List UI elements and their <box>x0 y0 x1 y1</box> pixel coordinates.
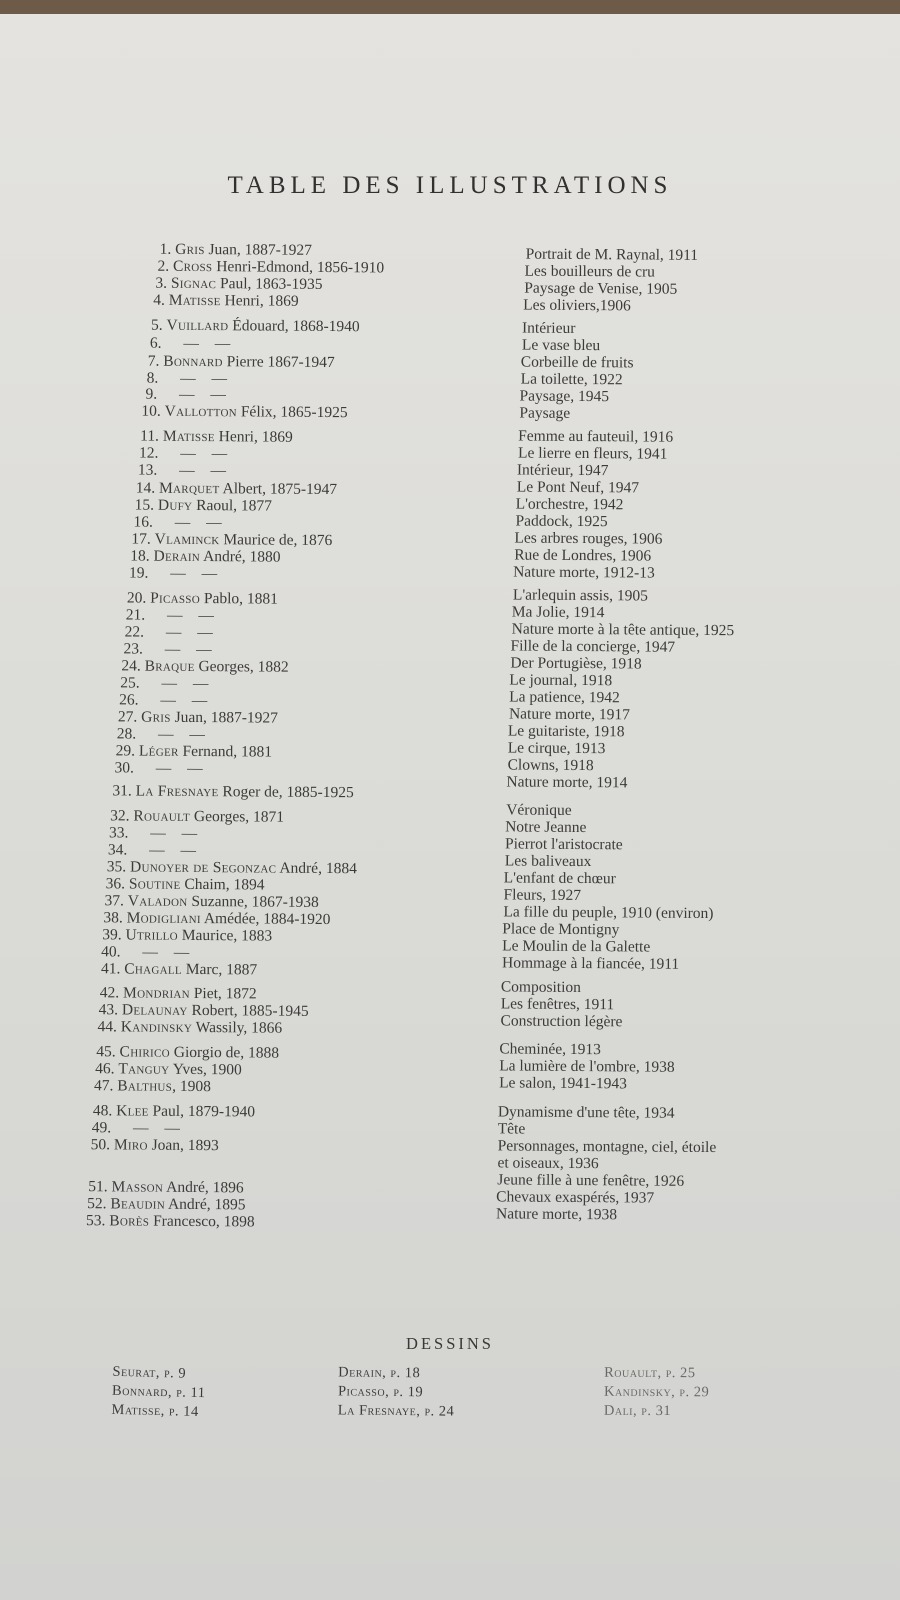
artwork-title: Véronique <box>506 801 572 819</box>
artist-details: Amédée, 1884-1920 <box>200 910 331 929</box>
illustration-entry <box>153 291 299 311</box>
artist-details: Albert, 1875-1947 <box>219 480 338 499</box>
ditto-marks: — — <box>180 444 234 463</box>
artwork-title: Nature morte, 1938 <box>496 1205 618 1224</box>
ditto-marks: — — <box>161 674 215 693</box>
artwork-title: Le guitariste, 1918 <box>507 722 625 741</box>
artwork-title: La patience, 1942 <box>509 688 620 707</box>
artist-name: Bonnard <box>163 352 223 371</box>
artist-name: Beaudin <box>110 1195 166 1213</box>
artist-details: Pierre 1867-1947 <box>222 353 335 372</box>
artwork-title: Chevaux exaspérés, 1937 <box>496 1188 655 1207</box>
artwork-title: Der Portugièse, 1918 <box>510 654 642 673</box>
illustration-number: 18. <box>130 547 154 565</box>
illustration-number: 48. <box>92 1102 117 1120</box>
artist-details: Georges, 1871 <box>190 807 285 826</box>
illustration-number: 43. <box>98 1001 122 1019</box>
artwork-title: Place de Montigny <box>502 920 620 939</box>
illustration-number: 26. <box>119 691 143 709</box>
illustration-number: 40. <box>101 943 125 961</box>
ditto-marks: — — <box>174 513 228 532</box>
artwork-title: Tête <box>497 1120 526 1138</box>
artist-details: Henri, 1869 <box>214 428 293 446</box>
artist-details: Paul, 1879-1940 <box>148 1102 256 1121</box>
artwork-title: Fleurs, 1927 <box>503 886 582 905</box>
illustration-number: 30. <box>114 759 138 777</box>
illustration-entry <box>150 334 237 354</box>
illustration-number: 13. <box>137 461 162 479</box>
artist-name: La Fresnaye <box>135 782 219 801</box>
artist-name: Marquet <box>158 479 220 498</box>
artwork-title: Nature morte, 1912-13 <box>513 563 655 582</box>
artwork-title: Les fenêtres, 1911 <box>500 995 615 1014</box>
illustration-number: 8. <box>146 369 163 387</box>
dessins-entry: Matisse, p. 14 <box>111 1401 199 1421</box>
illustration-number: 41. <box>100 960 125 978</box>
illustration-number: 31. <box>112 782 136 800</box>
illustration-number: 14. <box>135 479 160 497</box>
artwork-title: Nature morte, 1917 <box>508 705 631 724</box>
artist-name: Gris <box>175 240 205 259</box>
illustration-number: 35. <box>106 858 131 876</box>
artwork-title: Femme au fauteuil, 1916 <box>518 427 674 446</box>
artwork-title: Les baliveaux <box>504 852 592 871</box>
illustration-number: 37. <box>104 892 128 910</box>
illustration-number: 27. <box>117 708 142 726</box>
artist-details: Juan, 1887-1927 <box>170 708 278 727</box>
artwork-title: Les arbres rouges, 1906 <box>514 529 663 548</box>
illustration-number: 24. <box>121 657 145 675</box>
artist-name: Chirico <box>119 1043 170 1061</box>
artist-name: Valadon <box>127 892 188 910</box>
illustration-number: 4. <box>153 291 169 309</box>
illustration-number: 51. <box>88 1178 112 1196</box>
artwork-title: Paysage de Venise, 1905 <box>524 279 678 298</box>
illustration-number: 39. <box>102 926 126 944</box>
illustration-number: 23. <box>123 640 147 658</box>
artist-name: Rouault <box>133 807 191 825</box>
artwork-title: Le Pont Neuf, 1947 <box>516 478 640 497</box>
illustration-number: 9. <box>145 385 162 403</box>
artwork-title: Composition <box>500 978 582 997</box>
illustration-number: 12. <box>138 444 163 462</box>
illustration-entry <box>94 1076 211 1096</box>
artist-name: Matisse <box>162 427 215 446</box>
artwork-title: Paddock, 1925 <box>515 512 608 531</box>
artwork-title: Paysage, 1945 <box>519 387 610 406</box>
artist-name: Borès <box>109 1212 150 1230</box>
ditto-marks: — — <box>149 841 203 860</box>
ditto-marks: — — <box>158 725 212 744</box>
artist-details: Félix, 1865-1925 <box>236 403 348 422</box>
illustration-number: 3. <box>155 274 171 292</box>
illustration-number: 10. <box>141 402 165 420</box>
artwork-title: Dynamisme d'une tête, 1934 <box>497 1103 675 1122</box>
illustration-number: 6. <box>149 334 166 352</box>
artist-details: Paul, 1863-1935 <box>216 275 323 293</box>
illustration-entry <box>114 758 208 778</box>
artist-details: Francesco, 1898 <box>149 1212 255 1231</box>
artwork-title: La lumière de l'ombre, 1938 <box>499 1057 675 1076</box>
illustration-number: 34. <box>107 841 132 859</box>
artist-name: Matisse <box>168 291 221 310</box>
dessins-entry: Seurat, p. 9 <box>112 1363 187 1382</box>
artwork-title: Les oliviers,1906 <box>523 296 631 315</box>
artwork-title: Personnages, montagne, ciel, étoile <box>497 1137 717 1157</box>
ditto-marks: — — <box>142 943 196 962</box>
ditto-marks: — — <box>166 606 220 625</box>
artist-details: Maurice de, 1876 <box>219 531 333 550</box>
artist-details: Henri, 1869 <box>220 292 299 310</box>
illustration-number: 17. <box>131 530 155 548</box>
ditto-marks: — — <box>179 461 233 480</box>
artist-name: Vuillard <box>166 316 229 335</box>
artist-name: Cross <box>172 257 213 276</box>
artwork-title: La fille du peuple, 1910 (environ) <box>503 903 714 923</box>
ditto-marks: — — <box>165 623 219 642</box>
artwork-title: Le cirque, 1913 <box>507 739 606 758</box>
illustration-number: 2. <box>157 257 174 275</box>
illustration-entry <box>129 563 223 583</box>
ditto-marks: — — <box>164 640 218 659</box>
artist-name: Gris <box>141 708 171 726</box>
artwork-title: Clowns, 1918 <box>507 756 594 775</box>
artist-name: Soutine <box>128 875 181 893</box>
artist-details: Piet, 1872 <box>189 984 257 1003</box>
illustration-entry <box>101 959 257 979</box>
artist-details: Juan, 1887-1927 <box>204 241 312 259</box>
artwork-title: Les bouilleurs de cru <box>524 262 655 281</box>
illustration-number: 52. <box>87 1195 111 1213</box>
artwork-title: Fille de la concierge, 1947 <box>510 637 676 656</box>
artist-name: Kandinsky <box>120 1018 193 1036</box>
dessins-title: DESSINS <box>406 1334 494 1353</box>
artist-name: Klee <box>116 1102 149 1120</box>
dessins-entry: Derain, p. 18 <box>338 1364 421 1382</box>
artwork-title: Rue de Londres, 1906 <box>514 546 652 565</box>
ditto-marks: — — <box>178 385 232 404</box>
illustration-entry <box>112 781 354 802</box>
artist-name: Braque <box>144 657 195 675</box>
illustration-number: 15. <box>134 496 158 514</box>
artwork-title: Le lierre en fleurs, 1941 <box>517 444 668 463</box>
artist-name: Vlaminck <box>154 530 220 549</box>
illustration-number: 7. <box>147 352 164 370</box>
artwork-title: Intérieur <box>521 319 576 337</box>
illustration-number: 47. <box>94 1077 118 1095</box>
artist-details: Giorgio de, 1888 <box>169 1043 280 1062</box>
artwork-title: L'arlequin assis, 1905 <box>512 586 648 605</box>
artist-details: André, 1884 <box>276 859 357 878</box>
illustration-number: 16. <box>133 513 157 531</box>
artist-name: Picasso <box>150 589 201 608</box>
dessins-entry: Picasso, p. 19 <box>337 1383 424 1401</box>
illustration-number: 32. <box>110 807 134 825</box>
ditto-marks: — — <box>132 1119 186 1137</box>
artwork-title: Nature morte, 1914 <box>506 773 628 792</box>
artwork-title: L'orchestre, 1942 <box>515 495 624 514</box>
artist-name: Dunoyer de Segonzac <box>129 858 277 877</box>
artist-name: Utrillo <box>125 926 178 944</box>
artist-name: Masson <box>111 1178 164 1196</box>
ditto-marks: — — <box>170 564 224 583</box>
artwork-title: Le Moulin de la Galette <box>502 937 651 956</box>
illustration-number: 11. <box>140 427 163 445</box>
artist-name: Mondrian <box>122 984 191 1002</box>
artwork-title: Pierrot l'aristocrate <box>504 835 623 854</box>
book-page <box>0 14 900 1600</box>
dessins-column-2 <box>338 1363 455 1421</box>
artist-details: Georges, 1882 <box>194 657 289 676</box>
illustration-entry <box>97 1017 282 1037</box>
artist-details: Yves, 1900 <box>169 1060 242 1079</box>
illustration-number: 20. <box>126 589 151 607</box>
artist-name: Miro <box>113 1136 148 1154</box>
illustrations-table <box>0 10 900 1317</box>
artwork-title: Construction légère <box>500 1012 623 1031</box>
dessins-entry: Dali, p. 31 <box>603 1402 672 1420</box>
artist-name: Chagall <box>124 960 182 978</box>
artist-details: Marc, 1887 <box>181 960 258 979</box>
illustration-number: 36. <box>105 875 129 893</box>
artist-details: Roger de, 1885-1925 <box>218 783 354 802</box>
artwork-title: Corbeille de fruits <box>520 353 634 372</box>
artist-details: André, 1880 <box>200 548 281 566</box>
ditto-marks: — — <box>150 824 204 843</box>
artist-details: Pablo, 1881 <box>199 590 278 608</box>
artist-details: André, 1896 <box>163 1178 244 1197</box>
ditto-marks: — — <box>160 691 214 710</box>
artist-details: André, 1895 <box>164 1195 246 1214</box>
artist-name: Léger <box>138 742 179 760</box>
dessins-column-1 <box>111 1363 206 1422</box>
ditto-marks: — — <box>180 369 234 388</box>
artist-details: Wassily, 1866 <box>192 1018 283 1037</box>
dessins-entry: Rouault, p. 25 <box>604 1364 696 1382</box>
illustration-number: 42. <box>99 984 124 1002</box>
artist-name: Modigliani <box>126 909 201 928</box>
artwork-title: Portrait de M. Raynal, 1911 <box>525 245 699 264</box>
illustration-entry <box>141 402 347 423</box>
illustration-number: 29. <box>115 742 140 760</box>
illustration-number: 38. <box>103 909 127 927</box>
artwork-title: et oiseaux, 1936 <box>497 1154 599 1173</box>
illustration-number: 19. <box>129 564 153 582</box>
artist-details: Maurice, 1883 <box>177 926 273 945</box>
artist-details: Fernand, 1881 <box>178 742 273 761</box>
dessins-entry: La Fresnaye, p. 24 <box>337 1402 455 1420</box>
artist-details: Édouard, 1868-1940 <box>228 317 360 336</box>
artwork-title: Cheminée, 1913 <box>499 1040 602 1059</box>
illustration-number: 49. <box>91 1119 116 1137</box>
illustration-number: 21. <box>125 606 150 624</box>
page-title: TABLE DES ILLUSTRATIONS <box>227 172 673 199</box>
artwork-title: Notre Jeanne <box>505 818 587 837</box>
illustration-entry <box>138 461 232 481</box>
artwork-title: Ma Jolie, 1914 <box>511 603 605 622</box>
illustration-number: 44. <box>97 1018 121 1036</box>
illustration-entry <box>86 1211 255 1231</box>
artwork-title: Le vase bleu <box>521 336 601 355</box>
artwork-title: Hommage à la fiancée, 1911 <box>501 954 680 973</box>
dessins-entry: Bonnard, p. 11 <box>111 1382 206 1402</box>
artist-details: , 1908 <box>172 1077 211 1096</box>
dessins-column-3 <box>604 1364 710 1422</box>
illustration-number: 53. <box>85 1212 110 1230</box>
illustration-entry <box>91 1135 219 1155</box>
artist-details: Chaim, 1894 <box>180 875 265 894</box>
illustration-number: 50. <box>90 1136 114 1154</box>
artwork-title: Le journal, 1918 <box>509 671 613 690</box>
artist-name: Dufy <box>157 496 193 514</box>
artwork-title: Le salon, 1941-1943 <box>499 1074 628 1093</box>
artist-details: Robert, 1885-1945 <box>187 1001 309 1020</box>
artwork-title: La toilette, 1922 <box>520 370 623 389</box>
ditto-marks: — — <box>183 334 237 353</box>
illustration-number: 46. <box>95 1060 119 1078</box>
ditto-marks: — — <box>155 759 209 778</box>
artwork-title: Jeune fille à une fenêtre, 1926 <box>497 1171 685 1190</box>
artist-details: Suzanne, 1867-1938 <box>187 892 319 911</box>
artist-name: Tanguy <box>118 1060 170 1078</box>
artist-name: Derain <box>153 547 201 566</box>
artist-name: Signac <box>170 274 217 293</box>
artist-name: Delaunay <box>121 1001 188 1019</box>
artist-name: Vallotton <box>164 402 238 421</box>
dessins-entry: Kandinsky, p. 29 <box>603 1383 710 1401</box>
artist-details: Raoul, 1877 <box>192 496 273 515</box>
illustration-number: 33. <box>108 824 133 842</box>
artwork-title: Nature morte à la tête antique, 1925 <box>511 620 735 640</box>
illustration-number: 28. <box>116 725 141 743</box>
artist-details: Joan, 1893 <box>147 1136 219 1155</box>
illustration-number: 25. <box>120 674 144 692</box>
artist-details: Henri-Edmond, 1856-1910 <box>212 258 385 277</box>
artwork-title: Paysage <box>519 404 571 422</box>
illustration-number: 5. <box>150 316 167 334</box>
artwork-title: L'enfant de chœur <box>503 869 616 888</box>
illustration-number: 22. <box>124 623 148 641</box>
illustration-number: 1. <box>159 240 176 258</box>
artist-name: Balthus <box>117 1077 173 1095</box>
artwork-title: Intérieur, 1947 <box>516 461 609 480</box>
illustration-number: 45. <box>96 1043 120 1061</box>
